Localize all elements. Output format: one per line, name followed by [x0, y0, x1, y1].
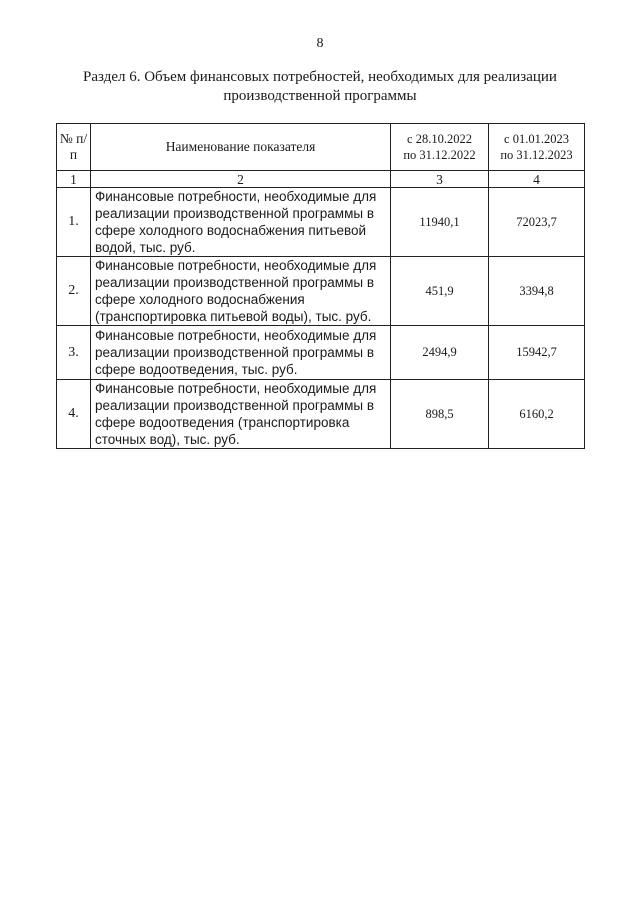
table-row	[57, 380, 585, 449]
column-index-cell: 2	[91, 171, 391, 188]
row-value-2023: 3394,8	[489, 257, 585, 326]
row-value-2022: 11940,1	[391, 188, 489, 257]
header-number: № п/п	[57, 124, 91, 171]
table-row	[57, 257, 585, 326]
row-indicator-name: Финансовые потребности, необходимые для реализации производственной программы в сфере водоотведения, тыс. руб.	[91, 326, 391, 380]
column-index-cell: 3	[391, 171, 489, 188]
row-value-2023: 6160,2	[489, 380, 585, 449]
table-row	[57, 188, 585, 257]
row-value-2022: 898,5	[391, 380, 489, 449]
column-index-cell: 1	[57, 171, 91, 188]
column-index-row	[57, 171, 585, 188]
section-title	[40, 68, 600, 106]
header-period-2023-from: с 01.01.2023	[504, 132, 569, 146]
table-row	[57, 326, 585, 380]
row-number: 1.	[57, 188, 91, 257]
section-title-line-1: Раздел 6. Объем финансовых потребностей, необходимых для реализации	[83, 69, 557, 85]
header-period-2023-to: по 31.12.2023	[500, 148, 573, 162]
financial-needs-table	[56, 123, 585, 449]
table-header-row	[57, 124, 585, 171]
header-period-2022-from: с 28.10.2022	[407, 132, 472, 146]
column-index-cell: 4	[489, 171, 585, 188]
row-indicator-name: Финансовые потребности, необходимые для реализации производственной программы в сфере водоотведения (транспортировка сточных вод), тыс. руб.	[91, 380, 391, 449]
row-value-2023: 15942,7	[489, 326, 585, 380]
header-indicator-name: Наименование показателя	[91, 124, 391, 171]
header-period-2023	[489, 124, 585, 171]
row-number: 4.	[57, 380, 91, 449]
header-period-2022	[391, 124, 489, 171]
page-number: 8	[316, 36, 324, 51]
row-value-2022: 451,9	[391, 257, 489, 326]
row-value-2023: 72023,7	[489, 188, 585, 257]
header-period-2022-to: по 31.12.2022	[403, 148, 476, 162]
row-number: 3.	[57, 326, 91, 380]
row-number: 2.	[57, 257, 91, 326]
row-value-2022: 2494,9	[391, 326, 489, 380]
row-indicator-name: Финансовые потребности, необходимые для реализации производственной программы в сфере холодного водоснабжения (транспортировка питьевой воды), тыс. руб.	[91, 257, 391, 326]
row-indicator-name: Финансовые потребности, необходимые для реализации производственной программы в сфере холодного водоснабжения питьевой водой, тыс. руб.	[91, 188, 391, 257]
section-title-line-2: производственной программы	[223, 88, 417, 104]
